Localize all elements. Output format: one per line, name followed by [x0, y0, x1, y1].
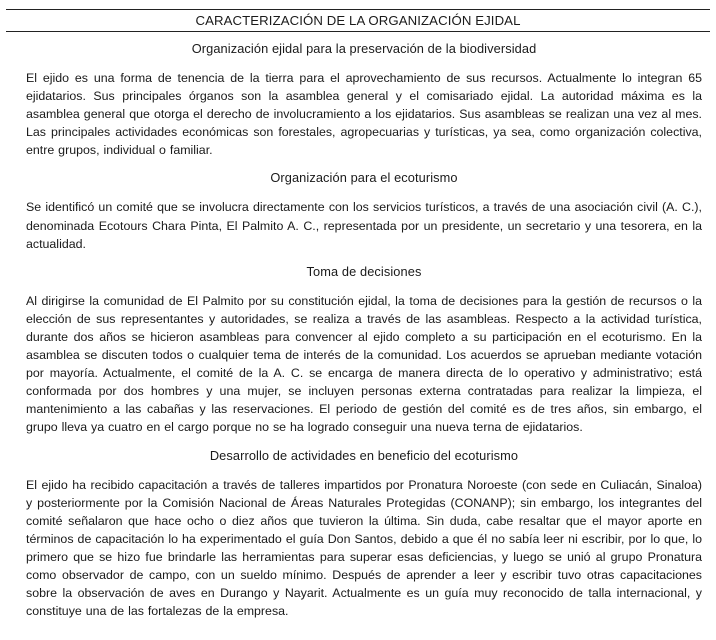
- section-heading: Toma de decisiones: [306, 263, 422, 279]
- section-paragraph: El ejido ha recibido capacitación a través de talleres impartidos por Pronatura Noroeste (con sede en Culiacán, Sinaloa) y posteriormente por la Comisión Nacional de Áreas Naturales Protegidas (CONANP); sin embargo, los integrantes del comité señalaron que hace ocho o diez años que tuvieron la última. Sin duda, cabe resaltar que el mayor aporte en términos de capacitación lo ha experimentado el guía Don Santos, debido a que él no sabía leer ni escribir, por lo que, lo primero que se hizo fue brindarle las herramientas para superar esas deficiencias, y luego se unió al grupo Pronatura como observador de campo, con un sueldo mínimo. Después de aprender a leer y escribir tuvo otras capacitaciones sobre la observación de aves en Durango y Nayarit. Actualmente es un guía muy reconocido de talla internacional, y constituye una de las fortalezas de la empresa.: [26, 477, 702, 619]
- section-paragraph: El ejido es una forma de tenencia de la tierra para el aprovechamiento de sus recursos. Actualmente lo integran 65 ejidatarios. Sus principales órganos son la asamblea general y el comisariado ejidal. La autoridad máxima es la asamblea general que otorga el derecho de involucramiento a los ejidatarios. Sus asambleas se realizan una vez al mes. Las principales actividades económicas son forestales, agropecuarias y turísticas, ya sea, como organización colectiva, entre grupos, individual o familiar.: [26, 71, 702, 158]
- section-paragraph: Se identificó un comité que se involucra directamente con los servicios turísticos, a través de una asociación civil (A. C.), denominada Ecotours Chara Pinta, El Palmito A. C., representada por un presidente, un secretario y una tesorera, en la actualidad.: [26, 200, 702, 251]
- section-heading: Organización ejidal para la preservación de la biodiversidad: [191, 41, 537, 56]
- document-title: CARACTERIZACIÓN DE LA ORGANIZACIÓN EJIDAL: [6, 9, 710, 32]
- section-heading: Desarrollo de actividades en beneficio del ecoturismo: [209, 447, 519, 463]
- section-paragraph: Al dirigirse la comunidad de El Palmito por su constitución ejidal, la toma de decisiones para la gestión de recursos o la elección de sus representantes y autoridades, se realiza a través de las asambleas. Respecto a la actividad turística, durante dos años se hicieron asambleas para convencer al ejido completo a su participación en el ecoturismo. En la asamblea se discuten todos o cualquier tema de interés de la comunidad. Los acuerdos se aprueban mediante votación por mayoría. Actualmente, el comité de la A. C. se encarga de manera directa de lo operativo y administrativo; está conformada por dos hombres y una mujer, se incluyen personas externa contratadas para realizar la limpieza, el mantenimiento a las cabañas y las reservaciones. El periodo de gestión del comité es de tres años, sin embargo, el grupo lleva ya cuatro en el cargo porque no se ha logrado conseguir una nueva terna de ejidatarios.: [26, 293, 702, 435]
- section-heading: Organización para el ecoturismo: [270, 170, 458, 186]
- section-decision-making: [26, 263, 702, 437]
- section-ecotourism-organization: [26, 169, 702, 252]
- section-activities-development: [26, 447, 702, 621]
- section-biodiversity: [26, 40, 702, 159]
